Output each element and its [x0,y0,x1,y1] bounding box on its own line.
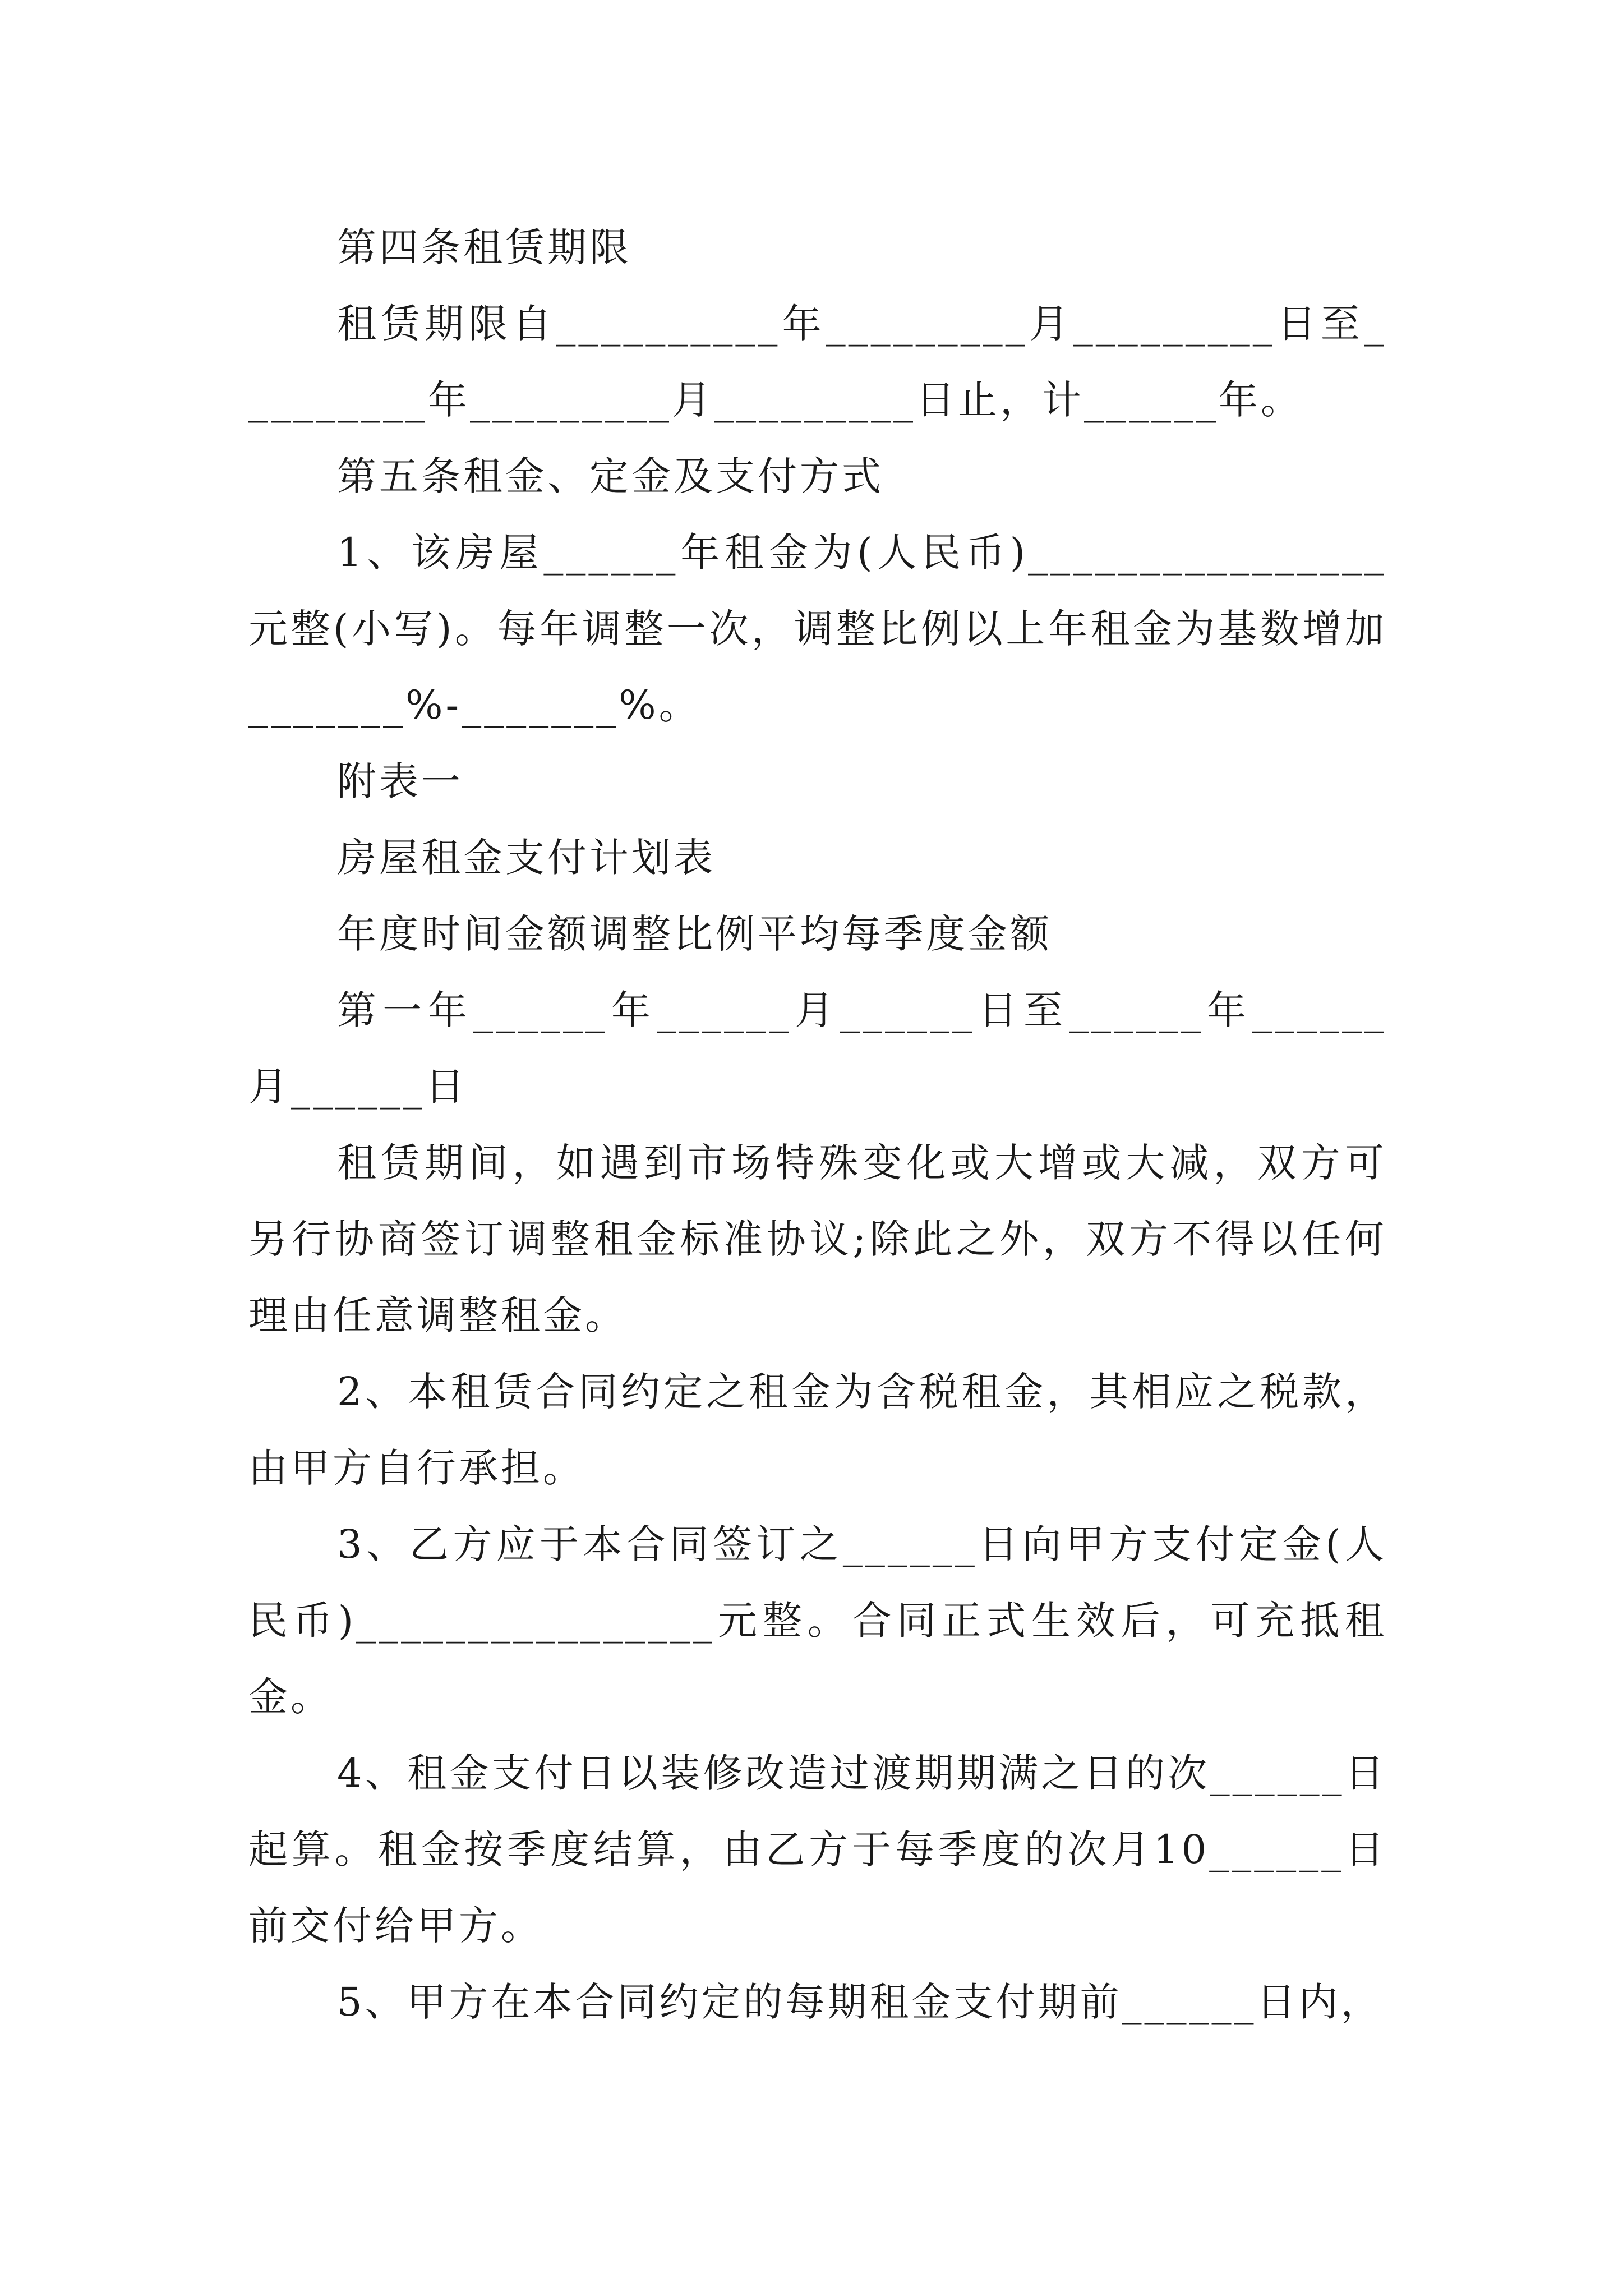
section-heading-lease-term: 第四条租赁期限 [337,224,631,270]
appendix-title: 房屋租金支付计划表 [337,835,716,881]
rent-clause-1: 1、该房屋______年租金为(人民币)________________元整(小写)。每年调整一次，调整比例以上年租金为基数增加_______%-_______%。 [248,530,1387,728]
rent-adjustment-paragraph: 租赁期间，如遇到市场特殊变化或大增或大减，双方可另行协商签订调整租金标准协议;除此之外，双方不得以任何理由任意调整租金。 [248,1140,1387,1338]
schedule-header: 年度时间金额调整比例平均每季度金额 [337,911,1052,957]
section-heading-rent-deposit: 第五条租金、定金及支付方式 [337,453,884,499]
rent-clause-3: 3、乙方应于本合同签订之______日向甲方支付定金(人民币)________________元整。合同正式生效后，可充抵租金。 [248,1521,1387,1720]
lease-term-paragraph: 租赁期限自__________年_________月_________日至_________年_________月_________日止，计______年。 [248,301,1387,423]
rent-clause-2: 2、本租赁合同约定之租金为含税租金，其相应之税款，由甲方自行承担。 [248,1369,1387,1491]
schedule-first-year: 第一年______年______月______日至______年______月______日 [248,987,1387,1110]
appendix-label: 附表一 [337,758,463,804]
document-body [248,209,1387,2040]
rent-clause-5: 5、甲方在本合同约定的每期租金支付期前______日内， [337,1979,1383,2025]
rent-clause-4: 4、租金支付日以装修改造过渡期期满之日的次______日起算。租金按季度结算，由乙方于每季度的次月10______日前交付给甲方。 [248,1750,1387,1949]
